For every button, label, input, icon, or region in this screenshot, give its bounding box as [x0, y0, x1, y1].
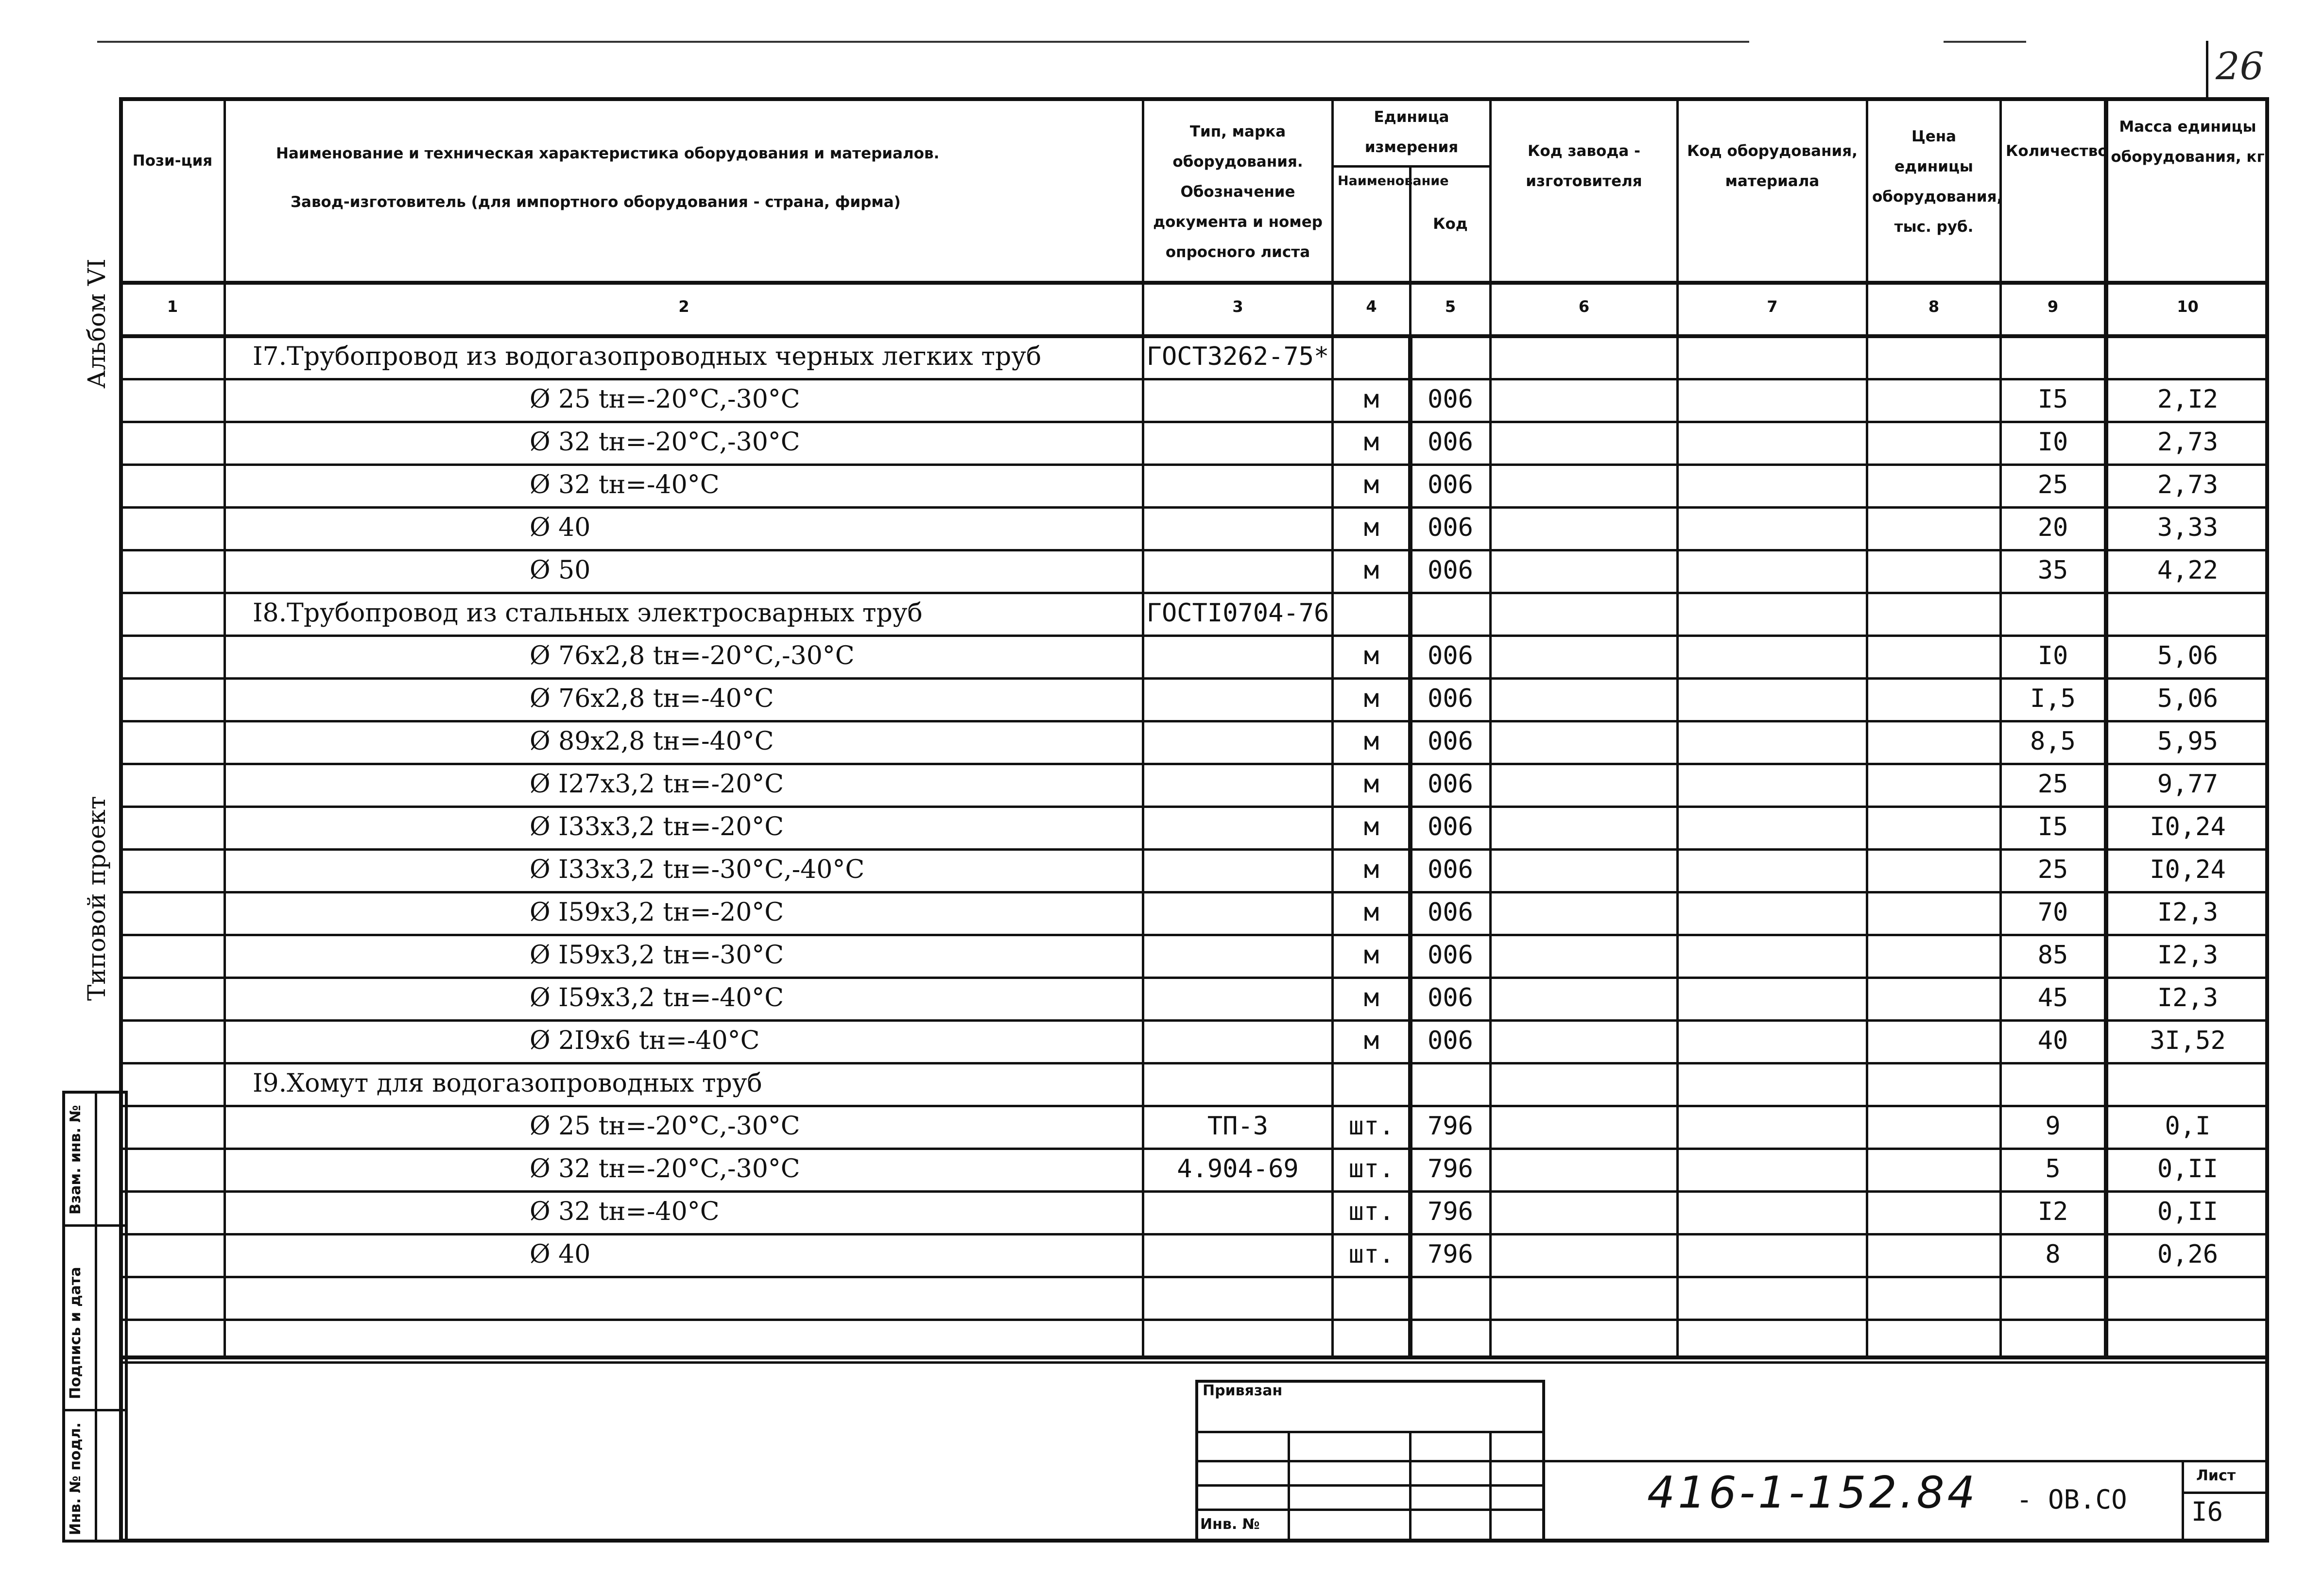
- row-qty: 20: [2037, 513, 2068, 542]
- row-unit: м: [1363, 855, 1379, 884]
- row-mass: I2,3: [2157, 983, 2219, 1012]
- row-mass: 0,I: [2165, 1112, 2211, 1141]
- row-rule: [119, 806, 2269, 808]
- row-mass: I0,24: [2150, 855, 2226, 884]
- row-qty: I0: [2037, 641, 2068, 670]
- row-mass: 0,II: [2157, 1154, 2219, 1184]
- row-code: 006: [1428, 898, 1473, 927]
- row-rule: [119, 934, 2269, 936]
- row-code: 006: [1428, 470, 1473, 499]
- row-qty: I2: [2037, 1197, 2068, 1226]
- row-code: 006: [1428, 385, 1473, 414]
- colnum-7: 7: [1767, 297, 1778, 316]
- row-name: Ø 50: [530, 556, 591, 585]
- row-mass: 0,26: [2157, 1240, 2219, 1269]
- row-mass: 9,77: [2157, 770, 2219, 799]
- row-qty: 8,5: [2030, 727, 2076, 756]
- row-qty: 35: [2037, 556, 2068, 585]
- row-name: Ø I59х3,2 tн=-40°С: [530, 983, 784, 1012]
- podpis-data-label: Подпись и дата: [67, 1267, 84, 1399]
- header-quantity: Количество: [2006, 142, 2108, 160]
- row-mass: 5,95: [2157, 727, 2219, 756]
- colnum-6: 6: [1578, 297, 1590, 316]
- row-rule: [119, 635, 2269, 637]
- inv-no-label: Инв. №: [1200, 1516, 1260, 1533]
- privyazan-rule: [1409, 1431, 1412, 1543]
- header-bottom-rule: [119, 281, 2269, 285]
- row-unit: м: [1363, 428, 1379, 457]
- row-doc: ГОСТ3262-75*: [1146, 342, 1329, 371]
- header-mass: Масса единицы оборудования, кг: [2111, 118, 2265, 166]
- row-mass: 5,06: [2157, 641, 2219, 670]
- row-doc: ТП-3: [1207, 1112, 1269, 1141]
- row-rule: [119, 378, 2269, 380]
- row-rule: [119, 848, 2269, 851]
- row-qty: 40: [2037, 1026, 2068, 1055]
- row-name: Ø 32 tн=-40°С: [530, 1197, 720, 1226]
- header-factory-code: Код завода - изготовителя: [1526, 142, 1642, 190]
- privyazan-rule: [1195, 1431, 1545, 1433]
- sheet-label: Лист: [2196, 1467, 2236, 1484]
- document-designation: 416-1-152.84: [1647, 1467, 1978, 1518]
- row-unit: м: [1363, 941, 1379, 970]
- row-name: Ø I33х3,2 tн=-20°С: [530, 812, 784, 841]
- header-position: Пози-ция: [132, 152, 213, 170]
- row-name: Ø 32 tн=-40°С: [530, 470, 720, 499]
- sheet-value: I6: [2191, 1496, 2223, 1527]
- sheet-box-rule: [2182, 1492, 2269, 1494]
- privyazan-rule: [1195, 1509, 1545, 1511]
- row-unit: м: [1363, 983, 1379, 1012]
- row-code: 006: [1428, 641, 1473, 670]
- row-doc: 4.904-69: [1177, 1154, 1299, 1184]
- row-name: Ø 32 tн=-20°С,-30°С: [530, 428, 800, 457]
- row-mass: 3I,52: [2150, 1026, 2226, 1055]
- colnum-5: 5: [1445, 297, 1456, 316]
- row-name: Ø I33х3,2 tн=-30°С,-40°С: [530, 855, 865, 884]
- row-rule: [119, 421, 2269, 423]
- title-block-rule: [1545, 1460, 2269, 1462]
- colnum-3: 3: [1232, 297, 1243, 316]
- row-name: Ø 2I9х6 tн=-40°С: [530, 1026, 760, 1055]
- row-qty: 25: [2037, 855, 2068, 884]
- row-qty: 25: [2037, 770, 2068, 799]
- row-unit: м: [1363, 470, 1379, 499]
- row-doc: ГОСТI0704-76: [1146, 599, 1329, 628]
- row-mass: I2,3: [2157, 941, 2219, 970]
- row-rule: [119, 763, 2269, 765]
- row-code: 006: [1428, 770, 1473, 799]
- row-name: I9.Хомут для водогазопроводных труб: [253, 1069, 762, 1098]
- row-rule: [119, 1276, 2269, 1278]
- row-rule: [119, 1019, 2269, 1022]
- row-qty: 8: [2045, 1240, 2061, 1269]
- row-rule: [119, 1361, 2269, 1364]
- row-unit: м: [1363, 898, 1379, 927]
- row-unit: м: [1363, 556, 1379, 585]
- header-name-line1: Наименование и техническая характеристика оборудования и материалов.: [276, 145, 940, 162]
- document-code: - ОВ.СО: [2016, 1484, 2127, 1515]
- row-name: Ø 25 tн=-20°С,-30°С: [530, 385, 800, 414]
- col-line: [224, 97, 226, 1355]
- row-qty: 25: [2037, 470, 2068, 499]
- row-code: 006: [1428, 513, 1473, 542]
- row-mass: 0,II: [2157, 1197, 2219, 1226]
- row-mass: 3,33: [2157, 513, 2219, 542]
- row-qty: I,5: [2030, 684, 2076, 713]
- row-code: 796: [1428, 1240, 1473, 1269]
- album-label: Альбом VI: [83, 258, 111, 389]
- row-code: 006: [1428, 727, 1473, 756]
- row-rule: [119, 1233, 2269, 1235]
- privyazan-rule: [1195, 1460, 1545, 1462]
- col-line: [1489, 97, 1492, 1355]
- row-unit: шт.: [1348, 1112, 1394, 1141]
- colnum-8: 8: [1928, 297, 1940, 316]
- row-rule: [119, 506, 2269, 509]
- top-rule: [97, 41, 1749, 43]
- colnum-2: 2: [678, 297, 689, 316]
- row-mass: 4,22: [2157, 556, 2219, 585]
- row-name: Ø 89х2,8 tн=-40°С: [530, 727, 774, 756]
- row-unit: шт.: [1348, 1240, 1394, 1269]
- sheet-number: 26: [2216, 45, 2264, 88]
- header-type: Тип, марка оборудования. Обозначение документа и номер опросного листа: [1153, 123, 1323, 261]
- top-rule-right: [1944, 41, 2026, 43]
- row-name: Ø 25 tн=-20°С,-30°С: [530, 1112, 800, 1141]
- colnum-1: 1: [167, 297, 178, 316]
- privyazan-rule: [1489, 1431, 1492, 1543]
- row-code: 006: [1428, 941, 1473, 970]
- row-unit: м: [1363, 1026, 1379, 1055]
- row-qty: 5: [2045, 1154, 2061, 1184]
- row-unit: шт.: [1348, 1197, 1394, 1226]
- header-unit-group: Единица измерения: [1364, 108, 1459, 156]
- row-unit: шт.: [1348, 1154, 1394, 1184]
- row-rule: [119, 891, 2269, 893]
- privyazan-label: Привязан: [1203, 1382, 1283, 1399]
- row-rule: [119, 977, 2269, 979]
- row-mass: 2,73: [2157, 428, 2219, 457]
- row-rule: [119, 1319, 2269, 1321]
- table-bottom-rule: [119, 1355, 2269, 1359]
- col-line: [1866, 97, 1868, 1355]
- row-qty: I5: [2037, 812, 2068, 841]
- row-unit: м: [1363, 385, 1379, 414]
- inv-podl-label: Инв. № подл.: [67, 1422, 84, 1535]
- row-qty: 9: [2045, 1112, 2061, 1141]
- row-rule: [119, 463, 2269, 466]
- row-unit: м: [1363, 770, 1379, 799]
- row-name: Ø I27х3,2 tн=-20°С: [530, 770, 784, 799]
- colnum-10: 10: [2177, 297, 2199, 316]
- row-unit: м: [1363, 812, 1379, 841]
- row-code: 006: [1428, 855, 1473, 884]
- row-qty: 85: [2037, 941, 2068, 970]
- row-qty: 70: [2037, 898, 2068, 927]
- vzam-inv-label: Взам. инв. №: [67, 1105, 84, 1215]
- row-qty: I0: [2037, 428, 2068, 457]
- row-code: 006: [1428, 556, 1473, 585]
- row-mass: 2,I2: [2157, 385, 2219, 414]
- row-code: 006: [1428, 684, 1473, 713]
- privyazan-rule: [1195, 1484, 1545, 1487]
- row-unit: м: [1363, 513, 1379, 542]
- row-code: 796: [1428, 1197, 1473, 1226]
- row-code: 006: [1428, 812, 1473, 841]
- row-name: I8.Трубопровод из стальных электросварных труб: [253, 599, 923, 628]
- row-code: 796: [1428, 1154, 1473, 1184]
- row-name: Ø I59х3,2 tн=-20°С: [530, 898, 784, 927]
- row-name: Ø 40: [530, 513, 591, 542]
- header-price: Цена единицы оборудования, тыс. руб.: [1872, 128, 2003, 236]
- row-qty: I5: [2037, 385, 2068, 414]
- row-rule: [119, 1190, 2269, 1193]
- header-unit-name: Наименование: [1338, 173, 1449, 189]
- row-mass: 2,73: [2157, 470, 2219, 499]
- row-name: Ø I59х3,2 tн=-30°С: [530, 941, 784, 970]
- row-code: 006: [1428, 983, 1473, 1012]
- row-mass: I2,3: [2157, 898, 2219, 927]
- project-label: Типовой проект: [83, 796, 111, 1001]
- row-mass: I0,24: [2150, 812, 2226, 841]
- row-name: I7.Трубопровод из водогазопроводных черных легких труб: [253, 342, 1042, 371]
- row-code: 796: [1428, 1112, 1473, 1141]
- row-name: Ø 76х2,8 tн=-20°С,-30°С: [530, 641, 855, 670]
- row-unit: м: [1363, 641, 1379, 670]
- privyazan-rule: [1288, 1431, 1290, 1543]
- row-rule: [119, 677, 2269, 680]
- stamp-divider: [95, 1091, 97, 1543]
- colnum-4: 4: [1366, 297, 1377, 316]
- row-name: Ø 40: [530, 1240, 591, 1269]
- row-code: 006: [1428, 428, 1473, 457]
- header-equipment-code: Код оборудования, материала: [1687, 142, 1858, 190]
- col-line: [1676, 97, 1679, 1355]
- row-qty: 45: [2037, 983, 2068, 1012]
- row-mass: 5,06: [2157, 684, 2219, 713]
- colnum-9: 9: [2047, 297, 2059, 316]
- header-unit-code: Код: [1433, 215, 1468, 233]
- row-unit: м: [1363, 684, 1379, 713]
- sheet-box-rule: [2182, 1460, 2184, 1543]
- sheet-number-rule: [2206, 41, 2208, 99]
- header-name-line2: Завод-изготовитель (для импортного оборудования - страна, фирма): [291, 193, 901, 211]
- row-rule: [119, 720, 2269, 722]
- row-name: Ø 32 tн=-20°С,-30°С: [530, 1154, 800, 1184]
- row-rule: [119, 549, 2269, 551]
- row-unit: м: [1363, 727, 1379, 756]
- row-name: Ø 76х2,8 tн=-40°С: [530, 684, 774, 713]
- row-code: 006: [1428, 1026, 1473, 1055]
